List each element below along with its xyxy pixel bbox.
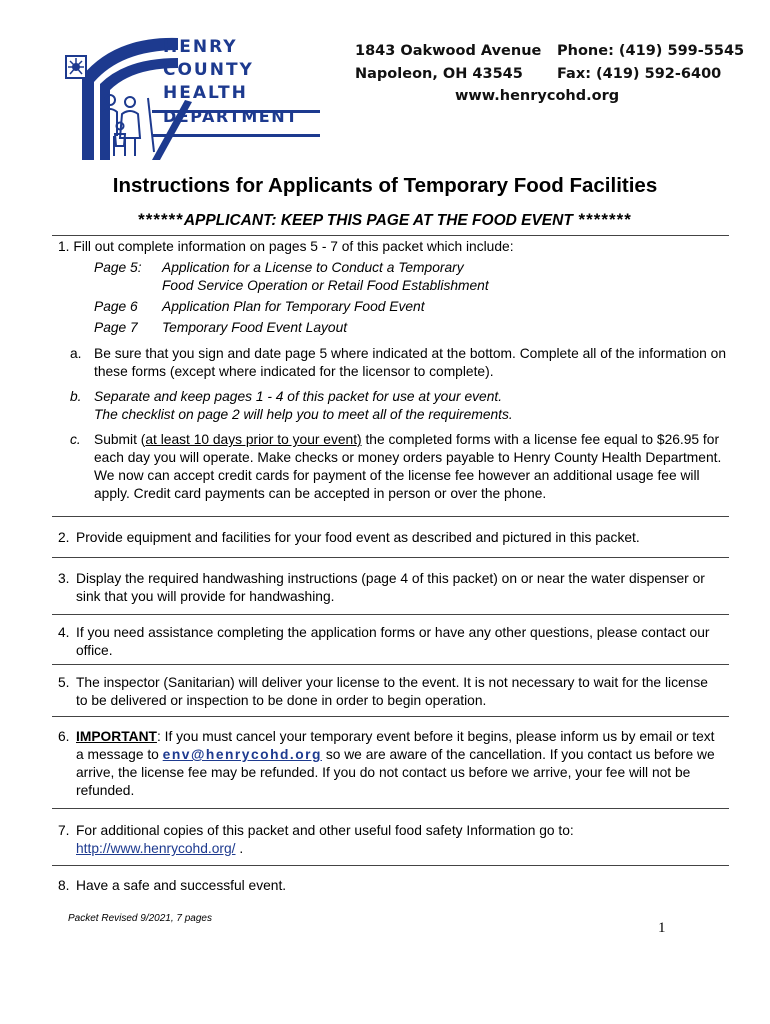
item-number: 7. xyxy=(58,823,70,838)
deadline-text: at least 10 days prior to your event) xyxy=(145,432,362,447)
page-desc xyxy=(162,319,347,337)
item-text: : If you must cancel your temporary event before it begins, please inform us by email or text a message to xyxy=(76,729,715,762)
sub-item-label: a. xyxy=(70,346,82,361)
page-list-row xyxy=(94,259,728,295)
item-text: For additional copies of this packet and other useful food safety Information go to: xyxy=(76,823,574,838)
page-ref: Page 5: xyxy=(94,260,142,275)
org-name xyxy=(163,36,299,128)
divider xyxy=(52,614,729,615)
important-label: IMPORTANT xyxy=(76,729,157,744)
instruction-item-1 xyxy=(58,238,728,503)
website-url[interactable]: www.henrycohd.org xyxy=(455,88,620,104)
sub-item-text: the completed forms with a license fee equal to $26.95 for each day you will operate. Make checks or money orders payable to Henry County Health Department. We now can accept credit cards for payment of the license fee however an additional usage fee will apply. Credit card payments can be accepted in person or over the phone. xyxy=(94,432,722,501)
sub-item-text: Submit ( xyxy=(94,432,146,447)
item-number: 3. xyxy=(58,571,70,586)
page-ref: Page 6 xyxy=(94,299,138,314)
instruction-item-2 xyxy=(58,529,723,547)
sub-item-text: Separate and keep pages 1 - 4 of this packet for use at your event. xyxy=(94,389,503,404)
org-name-line-1: HENRY xyxy=(163,37,238,57)
divider xyxy=(52,808,729,809)
item-number: 4. xyxy=(58,625,70,640)
item-1-lead: 1. Fill out complete information on pages 5 - 7 of this packet which include: xyxy=(58,239,514,254)
sub-item-text: The checklist on page 2 will help you to meet all of the requirements. xyxy=(94,407,513,422)
sub-item-b xyxy=(58,388,728,424)
page-ref: Page 7 xyxy=(94,320,138,335)
divider xyxy=(52,716,729,717)
page-list-row xyxy=(94,319,728,337)
item-text: Have a safe and successful event. xyxy=(76,878,287,893)
page-desc-line: Temporary Food Event Layout xyxy=(162,320,348,335)
instruction-item-3 xyxy=(58,570,723,606)
sub-item-c xyxy=(58,431,728,503)
contact-block xyxy=(557,40,744,86)
email-link[interactable]: env@henrycohd.org xyxy=(162,747,322,762)
org-name-line-4: DEPARTMENT xyxy=(163,107,299,126)
website-link[interactable]: http://www.henrycohd.org/ xyxy=(76,841,236,856)
instruction-item-8 xyxy=(58,877,723,895)
address-street: 1843 Oakwood Avenue xyxy=(355,43,542,59)
page-desc-line: Food Service Operation or Retail Food Establishment xyxy=(162,278,489,293)
item-text: Display the required handwashing instructions (page 4 of this packet) on or near the water dispenser or sink that you will provide for handwashing. xyxy=(76,571,705,604)
subtitle-stars-right: ******* xyxy=(572,210,632,229)
divider xyxy=(52,865,729,866)
address-block xyxy=(355,40,541,86)
item-text: so we are aware of the cancellation. If you contact us before we arrive, the license fee may be refunded. If you do not contact us before we arrive, your fee will not be refunded. xyxy=(76,747,715,798)
item-text: Provide equipment and facilities for your food event as described and pictured in this packet. xyxy=(76,530,640,545)
page-desc-line: Application for a License to Conduct a Temporary xyxy=(162,260,464,275)
page-list xyxy=(94,259,728,337)
phone-number: Phone: (419) 599-5545 xyxy=(557,43,745,59)
page-desc xyxy=(162,298,425,316)
fax-number: Fax: (419) 592-6400 xyxy=(557,66,722,82)
page-title: Instructions for Applicants of Temporary Food Facilities xyxy=(112,174,658,197)
item-text-suffix: . xyxy=(235,841,244,856)
instruction-item-7 xyxy=(58,822,723,858)
item-number: 8. xyxy=(58,878,70,893)
item-number: 5. xyxy=(58,675,70,690)
address-city: Napoleon, OH 43545 xyxy=(355,66,523,82)
subtitle-text: APPLICANT: KEEP THIS PAGE AT THE FOOD EVENT xyxy=(183,212,573,229)
sub-item-label: c. xyxy=(70,432,81,447)
page-desc-line: Application Plan for Temporary Food Event xyxy=(162,299,425,314)
instruction-item-5 xyxy=(58,674,723,710)
org-name-line-3: HEALTH xyxy=(163,83,248,103)
divider xyxy=(52,557,729,558)
page-number: 1 xyxy=(658,920,666,936)
sub-item-text: Be sure that you sign and date page 5 where indicated at the bottom. Complete all of the information on these forms (except where indicated for the licensor to complete). xyxy=(94,346,726,379)
instruction-item-4 xyxy=(58,624,723,660)
sub-item-label: b. xyxy=(70,389,82,404)
item-text: If you need assistance completing the application forms or have any other questions, please contact our office. xyxy=(76,625,710,658)
instruction-item-6 xyxy=(58,728,723,800)
page-subtitle xyxy=(0,210,770,230)
item-number: 6. xyxy=(58,729,70,744)
org-name-line-2: COUNTY xyxy=(163,60,254,80)
subtitle-stars-left: ****** xyxy=(138,210,184,229)
item-text: The inspector (Sanitarian) will deliver your license to the event. It is not necessary to wait for the license to be delivered or inspection to be done in order to begin operation. xyxy=(76,675,708,708)
item-number: 2. xyxy=(58,530,70,545)
sub-item-list xyxy=(58,345,728,503)
page-list-row xyxy=(94,298,728,316)
page-desc xyxy=(162,259,489,295)
divider xyxy=(52,235,729,236)
divider xyxy=(52,516,729,517)
sub-item-a xyxy=(58,345,728,381)
revision-note: Packet Revised 9/2021, 7 pages xyxy=(68,913,212,924)
divider xyxy=(52,664,729,665)
